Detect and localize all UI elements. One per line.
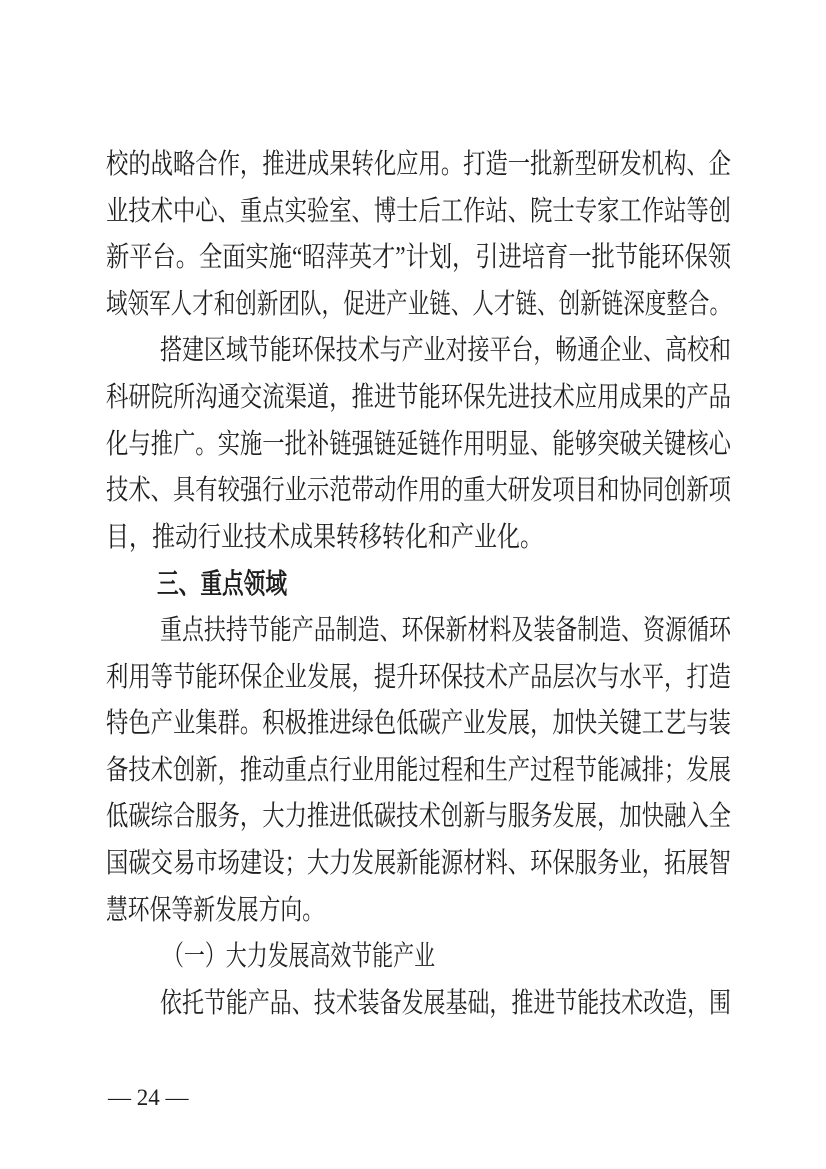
body-line-text: 依托节能产品、技术装备发展基础，推进节能技术改造，围	[160, 987, 731, 1019]
body-line-text: 特色产业集群。积极推进绿色低碳产业发展，加快关键工艺与装	[106, 708, 731, 740]
body-line-text: 科研院所沟通交流渠道，推进节能环保先进技术应用成果的产品	[106, 381, 731, 413]
section-heading-text: 三、重点领域	[157, 568, 287, 600]
body-line	[106, 701, 731, 748]
body-line	[106, 888, 731, 935]
body-line	[106, 748, 731, 795]
body-line	[106, 422, 731, 469]
body-line	[106, 655, 731, 702]
body-line-text: 利用等节能环保企业发展，提升环保技术产品层次与水平，打造	[106, 661, 731, 693]
body-line	[106, 841, 731, 888]
body-line-text: 慧环保等新发展方向。	[106, 894, 324, 926]
body-line-text: 国碳交易市场建设；大力发展新能源材料、环保服务业，拓展智	[106, 847, 731, 879]
body-line-text: 新平台。全面实施“昭萍英才”计划，引进培育一批节能环保领	[106, 242, 731, 274]
body-line	[106, 608, 731, 655]
body-line-text: 重点扶持节能产品制造、环保新材料及装备制造、资源循环	[160, 614, 731, 646]
body-line	[106, 375, 731, 422]
body-line-text: 低碳综合服务，大力推进低碳技术创新与服务发展，加快融入全	[106, 801, 731, 833]
page-body	[106, 142, 731, 1027]
body-line	[106, 235, 731, 282]
body-line-text: 备技术创新，推动重点行业用能过程和生产过程节能减排；发展	[106, 754, 731, 786]
subsection-heading-text: （一）大力发展高效节能产业	[163, 941, 435, 973]
body-line-text: 搭建区域节能环保技术与产业对接平台，畅通企业、高校和	[160, 335, 731, 367]
body-line-text: 目，推动行业技术成果转移转化和产业化。	[106, 521, 543, 553]
section-heading	[106, 561, 731, 608]
subsection-heading	[106, 934, 731, 981]
body-line	[106, 515, 731, 562]
page-number: — 24 —	[108, 1085, 189, 1110]
body-line-text: 校的战略合作，推进成果转化应用。打造一批新型研发机构、企	[106, 149, 731, 180]
body-line	[106, 794, 731, 841]
page-footer	[108, 1083, 189, 1113]
body-line-text: 技术、具有较强行业示范带动作用的重大研发项目和协同创新项	[106, 475, 731, 507]
body-line	[106, 328, 731, 375]
body-line	[106, 981, 731, 1028]
body-line	[106, 189, 731, 236]
body-line	[106, 468, 731, 515]
body-line-text: 业技术中心、重点实验室、博士后工作站、院士专家工作站等创	[106, 195, 731, 227]
body-line-text: 域领军人才和创新团队，促进产业链、人才链、创新链深度整合。	[106, 288, 731, 320]
body-line-text: 化与推广。实施一批补链强链延链作用明显、能够突破关键核心	[106, 428, 731, 460]
body-line	[106, 282, 731, 329]
body-line	[106, 142, 731, 189]
